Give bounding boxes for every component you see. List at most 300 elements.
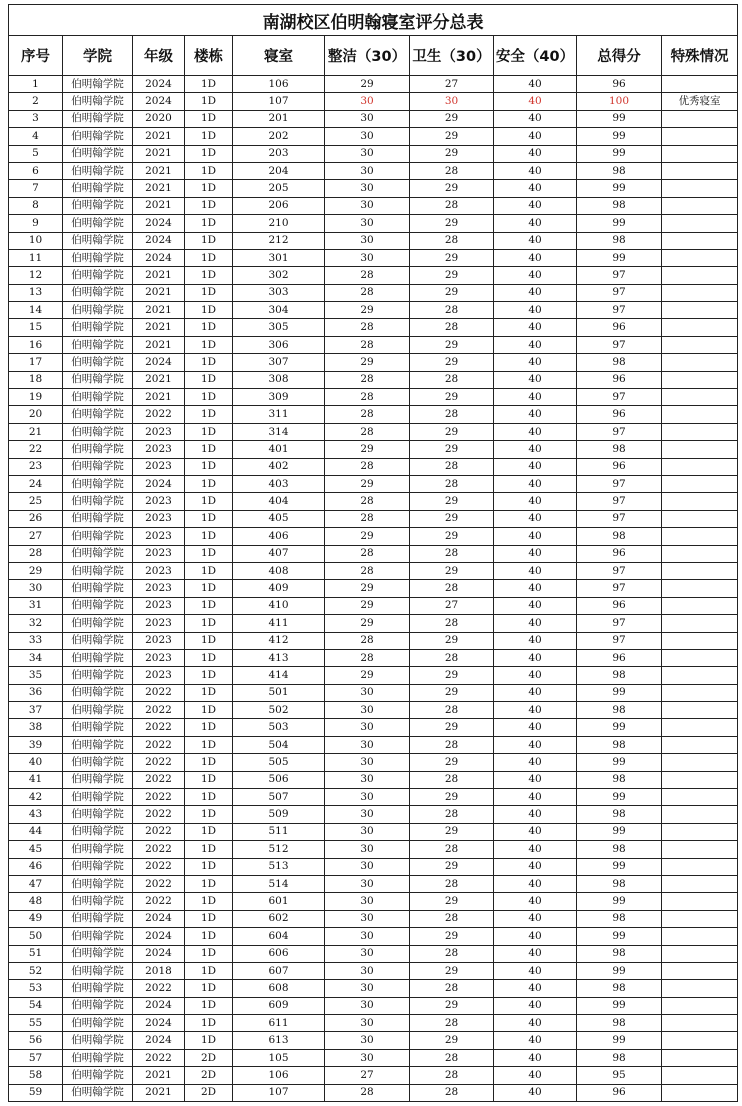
cell-building: 1D	[185, 580, 233, 597]
cell-college: 伯明翰学院	[63, 1032, 133, 1049]
cell-index: 50	[9, 928, 63, 945]
cell-tidiness: 28	[325, 371, 410, 388]
cell-safety: 40	[494, 249, 577, 266]
cell-grade: 2021	[133, 284, 185, 301]
cell-building: 1D	[185, 389, 233, 406]
cell-safety: 40	[494, 284, 577, 301]
cell-room: 105	[233, 1049, 325, 1066]
cell-room: 107	[233, 1084, 325, 1101]
table-row	[9, 145, 738, 162]
table-row	[9, 789, 738, 806]
cell-grade: 2024	[133, 215, 185, 232]
table-row	[9, 858, 738, 875]
cell-special	[662, 336, 738, 353]
cell-college: 伯明翰学院	[63, 789, 133, 806]
cell-grade: 2023	[133, 632, 185, 649]
cell-safety: 40	[494, 997, 577, 1014]
score-sheet	[8, 4, 737, 1102]
cell-room: 414	[233, 667, 325, 684]
table-row	[9, 336, 738, 353]
cell-total: 96	[577, 406, 662, 423]
cell-hygiene: 29	[410, 789, 494, 806]
cell-college: 伯明翰学院	[63, 823, 133, 840]
cell-tidiness: 30	[325, 128, 410, 145]
cell-building: 1D	[185, 962, 233, 979]
cell-safety: 40	[494, 771, 577, 788]
cell-safety: 40	[494, 475, 577, 492]
cell-tidiness: 30	[325, 93, 410, 110]
cell-college: 伯明翰学院	[63, 267, 133, 284]
cell-building: 1D	[185, 754, 233, 771]
cell-safety: 40	[494, 580, 577, 597]
cell-room: 503	[233, 719, 325, 736]
table-row	[9, 180, 738, 197]
cell-hygiene: 27	[410, 76, 494, 93]
table-row	[9, 1032, 738, 1049]
table-row	[9, 597, 738, 614]
cell-total: 100	[577, 93, 662, 110]
cell-college: 伯明翰学院	[63, 980, 133, 997]
cell-tidiness: 30	[325, 249, 410, 266]
cell-room: 504	[233, 736, 325, 753]
cell-room: 513	[233, 858, 325, 875]
cell-college: 伯明翰学院	[63, 875, 133, 892]
cell-college: 伯明翰学院	[63, 771, 133, 788]
cell-tidiness: 29	[325, 354, 410, 371]
cell-grade: 2023	[133, 615, 185, 632]
cell-grade: 2022	[133, 754, 185, 771]
table-row	[9, 249, 738, 266]
cell-room: 509	[233, 806, 325, 823]
cell-special	[662, 545, 738, 562]
cell-safety: 40	[494, 615, 577, 632]
cell-room: 409	[233, 580, 325, 597]
cell-building: 1D	[185, 354, 233, 371]
cell-total: 97	[577, 475, 662, 492]
cell-tidiness: 30	[325, 823, 410, 840]
cell-index: 24	[9, 475, 63, 492]
cell-tidiness: 28	[325, 267, 410, 284]
cell-tidiness: 28	[325, 1084, 410, 1101]
cell-grade: 2024	[133, 1032, 185, 1049]
cell-safety: 40	[494, 702, 577, 719]
cell-college: 伯明翰学院	[63, 719, 133, 736]
cell-room: 604	[233, 928, 325, 945]
cell-total: 98	[577, 667, 662, 684]
cell-grade: 2021	[133, 1067, 185, 1084]
cell-grade: 2022	[133, 858, 185, 875]
cell-college: 伯明翰学院	[63, 702, 133, 719]
cell-total: 98	[577, 197, 662, 214]
cell-special	[662, 1015, 738, 1032]
cell-special	[662, 945, 738, 962]
cell-safety: 40	[494, 76, 577, 93]
cell-safety: 40	[494, 806, 577, 823]
cell-hygiene: 29	[410, 441, 494, 458]
cell-special	[662, 806, 738, 823]
cell-total: 97	[577, 615, 662, 632]
cell-room: 408	[233, 562, 325, 579]
cell-college: 伯明翰学院	[63, 423, 133, 440]
cell-tidiness: 29	[325, 302, 410, 319]
cell-total: 99	[577, 789, 662, 806]
cell-college: 伯明翰学院	[63, 1049, 133, 1066]
cell-building: 1D	[185, 93, 233, 110]
table-row	[9, 823, 738, 840]
cell-total: 98	[577, 354, 662, 371]
cell-hygiene: 28	[410, 771, 494, 788]
cell-college: 伯明翰学院	[63, 336, 133, 353]
cell-college: 伯明翰学院	[63, 997, 133, 1014]
cell-college: 伯明翰学院	[63, 1084, 133, 1101]
cell-tidiness: 30	[325, 928, 410, 945]
cell-total: 98	[577, 162, 662, 179]
cell-grade: 2023	[133, 562, 185, 579]
cell-safety: 40	[494, 858, 577, 875]
cell-building: 1D	[185, 667, 233, 684]
cell-hygiene: 29	[410, 1032, 494, 1049]
cell-building: 1D	[185, 371, 233, 388]
cell-grade: 2021	[133, 162, 185, 179]
header-safety: 安全（40）	[494, 36, 577, 76]
cell-tidiness: 30	[325, 1049, 410, 1066]
header-college: 学院	[63, 36, 133, 76]
score-table	[8, 4, 738, 1102]
cell-room: 306	[233, 336, 325, 353]
cell-total: 99	[577, 145, 662, 162]
cell-index: 23	[9, 458, 63, 475]
cell-index: 53	[9, 980, 63, 997]
cell-total: 99	[577, 997, 662, 1014]
cell-grade: 2021	[133, 1084, 185, 1101]
cell-tidiness: 30	[325, 162, 410, 179]
cell-index: 41	[9, 771, 63, 788]
table-row	[9, 1049, 738, 1066]
table-row	[9, 93, 738, 110]
cell-college: 伯明翰学院	[63, 597, 133, 614]
cell-hygiene: 29	[410, 493, 494, 510]
cell-tidiness: 30	[325, 945, 410, 962]
header-total: 总得分	[577, 36, 662, 76]
cell-college: 伯明翰学院	[63, 319, 133, 336]
cell-building: 1D	[185, 562, 233, 579]
cell-grade: 2024	[133, 93, 185, 110]
cell-total: 99	[577, 1032, 662, 1049]
cell-index: 34	[9, 649, 63, 666]
cell-tidiness: 30	[325, 232, 410, 249]
cell-total: 98	[577, 945, 662, 962]
cell-hygiene: 29	[410, 145, 494, 162]
cell-hygiene: 29	[410, 128, 494, 145]
cell-building: 1D	[185, 945, 233, 962]
cell-total: 97	[577, 632, 662, 649]
cell-tidiness: 30	[325, 997, 410, 1014]
cell-room: 412	[233, 632, 325, 649]
cell-hygiene: 29	[410, 754, 494, 771]
table-row	[9, 510, 738, 527]
cell-total: 97	[577, 493, 662, 510]
cell-safety: 40	[494, 267, 577, 284]
cell-index: 21	[9, 423, 63, 440]
cell-hygiene: 28	[410, 649, 494, 666]
cell-safety: 40	[494, 336, 577, 353]
cell-index: 55	[9, 1015, 63, 1032]
cell-special	[662, 371, 738, 388]
table-body	[9, 76, 738, 1102]
cell-safety: 40	[494, 597, 577, 614]
table-row	[9, 806, 738, 823]
cell-room: 206	[233, 197, 325, 214]
cell-safety: 40	[494, 423, 577, 440]
table-row	[9, 475, 738, 492]
cell-hygiene: 28	[410, 736, 494, 753]
cell-tidiness: 30	[325, 145, 410, 162]
cell-building: 1D	[185, 249, 233, 266]
cell-index: 38	[9, 719, 63, 736]
cell-building: 2D	[185, 1084, 233, 1101]
cell-grade: 2024	[133, 1015, 185, 1032]
cell-tidiness: 30	[325, 719, 410, 736]
cell-hygiene: 29	[410, 962, 494, 979]
cell-college: 伯明翰学院	[63, 458, 133, 475]
cell-total: 99	[577, 684, 662, 701]
cell-grade: 2024	[133, 249, 185, 266]
table-row	[9, 1015, 738, 1032]
cell-safety: 40	[494, 528, 577, 545]
cell-index: 28	[9, 545, 63, 562]
cell-hygiene: 28	[410, 475, 494, 492]
cell-total: 96	[577, 458, 662, 475]
cell-special	[662, 893, 738, 910]
cell-index: 35	[9, 667, 63, 684]
table-row	[9, 875, 738, 892]
cell-safety: 40	[494, 1067, 577, 1084]
cell-special	[662, 997, 738, 1014]
cell-college: 伯明翰学院	[63, 667, 133, 684]
cell-special	[662, 562, 738, 579]
cell-special	[662, 702, 738, 719]
cell-building: 1D	[185, 110, 233, 127]
cell-tidiness: 27	[325, 1067, 410, 1084]
cell-total: 98	[577, 702, 662, 719]
cell-index: 43	[9, 806, 63, 823]
cell-grade: 2024	[133, 945, 185, 962]
cell-building: 1D	[185, 841, 233, 858]
cell-grade: 2021	[133, 336, 185, 353]
cell-hygiene: 28	[410, 406, 494, 423]
cell-special	[662, 632, 738, 649]
cell-index: 51	[9, 945, 63, 962]
cell-hygiene: 28	[410, 545, 494, 562]
cell-special	[662, 771, 738, 788]
cell-index: 40	[9, 754, 63, 771]
cell-grade: 2018	[133, 962, 185, 979]
cell-college: 伯明翰学院	[63, 649, 133, 666]
cell-room: 611	[233, 1015, 325, 1032]
cell-index: 16	[9, 336, 63, 353]
cell-building: 1D	[185, 458, 233, 475]
cell-tidiness: 28	[325, 284, 410, 301]
cell-safety: 40	[494, 649, 577, 666]
table-row	[9, 962, 738, 979]
table-row	[9, 458, 738, 475]
cell-tidiness: 30	[325, 910, 410, 927]
cell-college: 伯明翰学院	[63, 545, 133, 562]
cell-special	[662, 962, 738, 979]
cell-special	[662, 180, 738, 197]
header-room: 寝室	[233, 36, 325, 76]
cell-safety: 40	[494, 406, 577, 423]
cell-safety: 40	[494, 145, 577, 162]
table-row	[9, 267, 738, 284]
cell-tidiness: 29	[325, 580, 410, 597]
cell-room: 608	[233, 980, 325, 997]
cell-college: 伯明翰学院	[63, 945, 133, 962]
sheet-title: 南湖校区伯明翰寝室评分总表	[9, 5, 738, 36]
cell-building: 1D	[185, 215, 233, 232]
cell-tidiness: 30	[325, 702, 410, 719]
cell-room: 404	[233, 493, 325, 510]
cell-building: 1D	[185, 319, 233, 336]
cell-index: 33	[9, 632, 63, 649]
cell-grade: 2022	[133, 980, 185, 997]
cell-special	[662, 302, 738, 319]
cell-tidiness: 29	[325, 475, 410, 492]
cell-index: 57	[9, 1049, 63, 1066]
header-tidiness: 整洁（30）	[325, 36, 410, 76]
cell-hygiene: 29	[410, 423, 494, 440]
cell-special	[662, 215, 738, 232]
cell-hygiene: 28	[410, 910, 494, 927]
cell-building: 1D	[185, 267, 233, 284]
cell-room: 106	[233, 76, 325, 93]
cell-total: 98	[577, 771, 662, 788]
cell-college: 伯明翰学院	[63, 441, 133, 458]
cell-room: 413	[233, 649, 325, 666]
cell-index: 52	[9, 962, 63, 979]
cell-college: 伯明翰学院	[63, 232, 133, 249]
table-row	[9, 997, 738, 1014]
cell-building: 1D	[185, 162, 233, 179]
table-row	[9, 197, 738, 214]
cell-grade: 2022	[133, 1049, 185, 1066]
cell-index: 37	[9, 702, 63, 719]
cell-building: 1D	[185, 858, 233, 875]
cell-special	[662, 162, 738, 179]
cell-hygiene: 29	[410, 893, 494, 910]
cell-grade: 2023	[133, 580, 185, 597]
cell-room: 305	[233, 319, 325, 336]
cell-index: 26	[9, 510, 63, 527]
cell-room: 201	[233, 110, 325, 127]
table-row	[9, 1084, 738, 1101]
cell-special	[662, 128, 738, 145]
cell-building: 1D	[185, 875, 233, 892]
cell-special	[662, 249, 738, 266]
cell-total: 99	[577, 110, 662, 127]
table-row	[9, 162, 738, 179]
cell-total: 97	[577, 580, 662, 597]
cell-total: 97	[577, 562, 662, 579]
cell-room: 308	[233, 371, 325, 388]
cell-safety: 40	[494, 232, 577, 249]
cell-building: 1D	[185, 423, 233, 440]
cell-college: 伯明翰学院	[63, 128, 133, 145]
table-row	[9, 684, 738, 701]
cell-grade: 2021	[133, 319, 185, 336]
cell-room: 511	[233, 823, 325, 840]
cell-index: 17	[9, 354, 63, 371]
table-row	[9, 406, 738, 423]
cell-building: 1D	[185, 336, 233, 353]
cell-special	[662, 493, 738, 510]
cell-grade: 2023	[133, 528, 185, 545]
cell-building: 1D	[185, 928, 233, 945]
cell-tidiness: 30	[325, 736, 410, 753]
cell-grade: 2024	[133, 232, 185, 249]
cell-special	[662, 319, 738, 336]
cell-college: 伯明翰学院	[63, 162, 133, 179]
cell-safety: 40	[494, 180, 577, 197]
cell-room: 502	[233, 702, 325, 719]
cell-building: 1D	[185, 771, 233, 788]
cell-college: 伯明翰学院	[63, 406, 133, 423]
cell-grade: 2022	[133, 702, 185, 719]
cell-special	[662, 510, 738, 527]
cell-hygiene: 28	[410, 1015, 494, 1032]
cell-special	[662, 197, 738, 214]
cell-tidiness: 28	[325, 406, 410, 423]
cell-safety: 40	[494, 1084, 577, 1101]
cell-room: 506	[233, 771, 325, 788]
cell-room: 212	[233, 232, 325, 249]
cell-total: 98	[577, 875, 662, 892]
cell-total: 99	[577, 128, 662, 145]
cell-room: 106	[233, 1067, 325, 1084]
cell-tidiness: 30	[325, 858, 410, 875]
cell-room: 210	[233, 215, 325, 232]
cell-total: 99	[577, 823, 662, 840]
cell-hygiene: 29	[410, 180, 494, 197]
cell-hygiene: 29	[410, 667, 494, 684]
cell-college: 伯明翰学院	[63, 354, 133, 371]
cell-grade: 2023	[133, 545, 185, 562]
cell-grade: 2021	[133, 302, 185, 319]
cell-college: 伯明翰学院	[63, 528, 133, 545]
cell-total: 98	[577, 736, 662, 753]
cell-index: 1	[9, 76, 63, 93]
cell-college: 伯明翰学院	[63, 736, 133, 753]
cell-room: 607	[233, 962, 325, 979]
cell-college: 伯明翰学院	[63, 806, 133, 823]
cell-room: 601	[233, 893, 325, 910]
cell-hygiene: 29	[410, 562, 494, 579]
cell-safety: 40	[494, 389, 577, 406]
table-row	[9, 910, 738, 927]
cell-tidiness: 30	[325, 180, 410, 197]
cell-building: 1D	[185, 1015, 233, 1032]
cell-grade: 2022	[133, 771, 185, 788]
table-row	[9, 562, 738, 579]
table-row	[9, 667, 738, 684]
cell-room: 401	[233, 441, 325, 458]
cell-safety: 40	[494, 754, 577, 771]
cell-room: 203	[233, 145, 325, 162]
cell-building: 1D	[185, 789, 233, 806]
cell-safety: 40	[494, 736, 577, 753]
cell-hygiene: 28	[410, 841, 494, 858]
cell-room: 304	[233, 302, 325, 319]
